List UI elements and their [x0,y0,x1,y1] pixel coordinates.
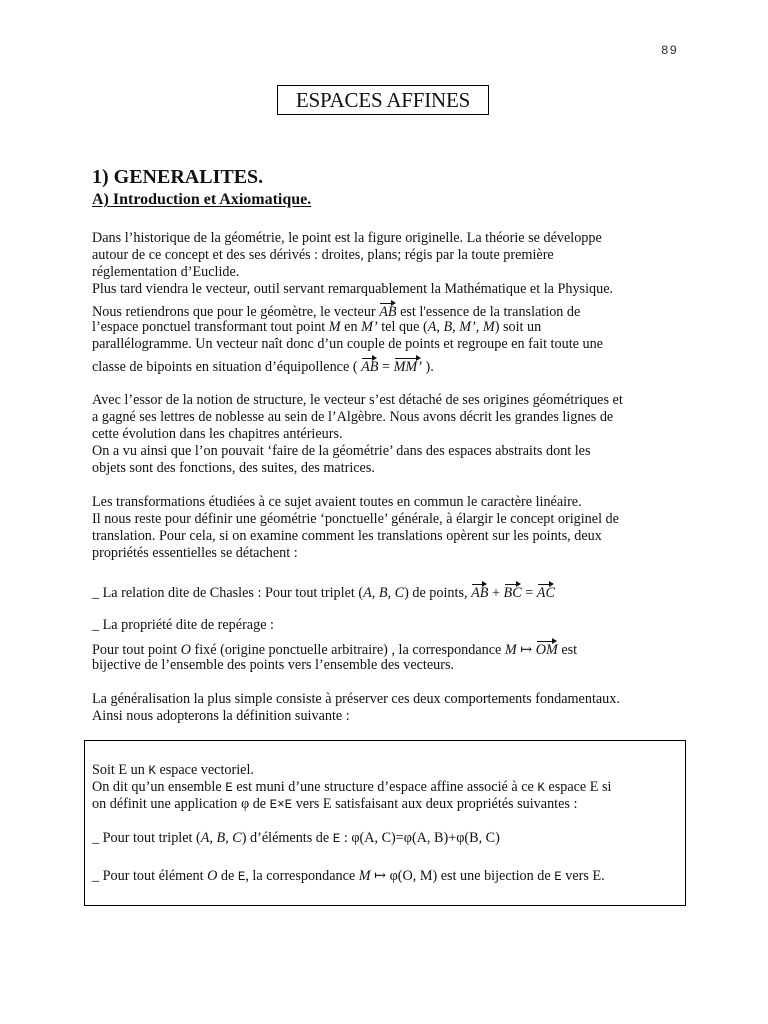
vector-om: OM [535,642,558,658]
vector-ab: AB [361,359,379,375]
text-line: Avec l’essor de la notion de structure, le vecteur s’est détaché de ses origines géométriques et [92,392,623,408]
math-tuple: A, B, C [200,830,242,846]
page-title: ESPACES AFFINES [295,87,471,112]
text-line: Ainsi nous adopterons la définition suivante : [92,708,350,724]
text-run: vers E. [561,868,605,884]
text-run: espace E si [544,779,612,795]
text-line: Il nous reste pour définir une géométrie ‘ponctuelle’ générale, à élargir le concept originel de [92,511,619,527]
set-symbol: E [237,870,246,884]
text-line [92,357,434,376]
text-line: propriétés essentielles se détachent : [92,545,298,561]
math-var: O [207,868,218,884]
text-run: _ La relation dite de Chasles : Pour tout triplet ( [92,585,364,601]
maps-to: ↦ [516,642,536,658]
text-line: Plus tard viendra le vecteur, outil servant remarquablement la Mathématique et la Physique. [92,281,614,297]
plus: + [488,585,504,601]
text-run: de [217,868,238,884]
vector-mm: MM’ [393,359,422,375]
text-line: parallélogramme. Un vecteur naît donc d’un couple de points et regroupe en fait toute une [92,336,603,352]
text-line: cette évolution dans les chapitres antérieurs. [92,426,343,442]
text-run: On dit qu’un ensemble [92,779,226,795]
chasles-line [92,583,555,602]
definition-line [92,779,611,797]
text-run: est muni d’une structure d’espace affine associé à ce [232,779,538,795]
text-run: classe de bipoints en situation d’équipollence ( [92,359,362,375]
definition-line [92,830,500,848]
chasles-formula: φ(A, C)=φ(A, B)+φ(B, C) [351,830,500,846]
text-run: : [340,830,352,846]
set-symbol: E [332,832,341,846]
phi-expression: φ(O, M) [389,868,438,884]
math-tuple: A, B, C [363,585,405,601]
text-run: l’espace ponctuel transformant tout point [92,319,329,335]
vector-ab: AB [379,304,397,320]
text-run: ). [421,359,434,375]
text-line: On a vu ainsi que l’on pouvait ‘faire de la géométrie’ dans des espaces abstraits dont les [92,443,591,459]
field-symbol: K [148,764,156,778]
text-run: on définit une application [92,796,241,812]
vector-ab: AB [471,585,489,601]
equals: = [521,585,537,601]
title-box [277,85,489,115]
phi-symbol: φ [240,796,250,812]
text-run: ) d’éléments de [241,830,333,846]
text-run: en [340,319,362,335]
text-line: Les transformations étudiées à ce sujet avaient toutes en commun le caractère linéaire. [92,494,582,510]
text-run: , la correspondance [245,868,359,884]
product-set: E×E [269,798,293,812]
text-line: La généralisation la plus simple consiste à préserver ces deux comportements fondamentaux. [92,691,620,707]
text-run: est l'essence de la translation de [396,304,581,320]
text-run: espace vectoriel. [155,762,254,778]
section-heading: 1) GENERALITES. [92,166,264,188]
text-run: ) de points, [404,585,472,601]
math-tuple: A, B, M’, M [427,319,495,335]
text-run: fixé (origine ponctuelle arbitraire) , la correspondance [190,642,505,658]
math-var: M [328,319,341,335]
definition-line [92,762,254,780]
text-run: tel que ( [377,319,428,335]
text-run: de [249,796,270,812]
set-symbol: E [554,870,562,884]
vector-bc: BC [503,585,522,601]
text-run: Nous retiendrons que pour le géomètre, le vecteur [92,304,380,320]
text-run: Soit E un [92,762,149,778]
subsection-heading: A) Introduction et Axiomatique. [92,191,312,208]
text-line: translation. Pour cela, si on examine comment les translations opèrent sur les points, deux [92,528,602,544]
text-line: objets sont des fonctions, des suites, des matrices. [92,460,375,476]
text-run: Pour tout point [92,642,181,658]
definition-line [92,796,577,814]
definition-line [92,868,605,886]
set-symbol: E [225,781,233,795]
text-run: _ Pour tout triplet ( [92,830,201,846]
text-run: est [557,642,578,658]
math-var: M’ [361,319,378,335]
text-run: ) soit un [494,319,542,335]
text-line: Dans l’historique de la géométrie, le point est la figure originelle. La théorie se développe [92,230,602,246]
math-var: M [358,868,371,884]
field-symbol: K [537,781,545,795]
text-line: a gagné ses lettres de noblesse au sein de l’Algèbre. Nous avons décrit les grandes lignes de [92,409,614,425]
text-run: _ Pour tout élément [92,868,208,884]
text-line: réglementation d’Euclide. [92,264,240,280]
text-line: autour de ce concept et des ses dérivés : droites, plans; régis par la toute première [92,247,554,263]
math-var: O [180,642,191,658]
equals: = [378,359,394,375]
text-run: vers E satisfaisant aux deux propriétés suivantes : [292,796,578,812]
page-number: 89 [660,44,678,58]
text-run: est une bijection de [437,868,555,884]
maps-to: ↦ [370,868,390,884]
text-line: bijective de l’ensemble des points vers l’ensemble des vecteurs. [92,657,455,673]
text-line: _ La propriété dite de repérage : [92,617,274,633]
math-var: M [504,642,517,658]
vector-ac: AC [536,585,555,601]
text-line [92,319,541,336]
